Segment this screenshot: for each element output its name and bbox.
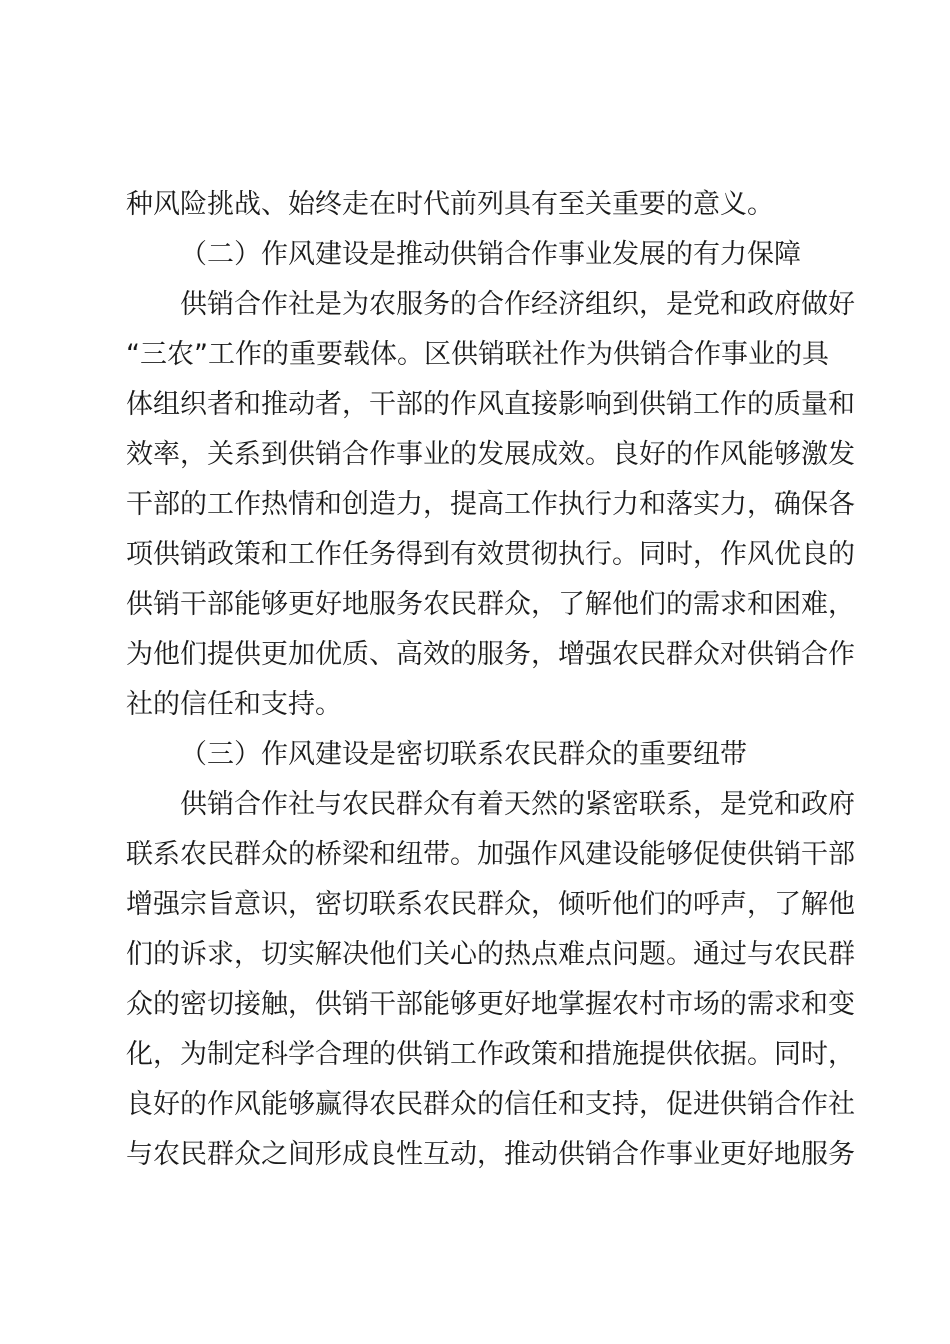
text-line: 干部的工作热情和创造力，提高工作执行力和落实力，确保各 [126, 489, 855, 520]
text-line: 良好的作风能够赢得农民群众的信任和支持，促进供销合作社 [126, 1089, 855, 1120]
text-line: 项供销政策和工作任务得到有效贯彻执行。同时，作风优良的 [126, 539, 855, 570]
paragraph-start: 供销合作社是为农服务的合作经济组织，是党和政府做好 [180, 289, 855, 320]
text-line: 与农民群众之间形成良性互动，推动供销合作事业更好地服务 [126, 1139, 855, 1170]
text-line: 联系农民群众的桥梁和纽带。加强作风建设能够促使供销干部 [126, 839, 855, 870]
paragraph-start: 供销合作社与农民群众有着天然的紧密联系，是党和政府 [180, 789, 855, 820]
text-line: 种风险挑战、始终走在时代前列具有至关重要的意义。 [126, 189, 774, 220]
text-line: 增强宗旨意识，密切联系农民群众，倾听他们的呼声，了解他 [126, 889, 855, 920]
text-line: 化，为制定科学合理的供销工作政策和措施提供依据。同时， [126, 1039, 855, 1070]
text-line: 众的密切接触，供销干部能够更好地掌握农村市场的需求和变 [126, 989, 855, 1020]
section-heading-3: （三）作风建设是密切联系农民群众的重要纽带 [180, 739, 747, 770]
text-line: 为他们提供更加优质、高效的服务，增强农民群众对供销合作 [126, 639, 855, 670]
text-line: 供销干部能够更好地服务农民群众，了解他们的需求和困难， [126, 589, 855, 620]
text-line: 们的诉求，切实解决他们关心的热点难点问题。通过与农民群 [126, 939, 855, 970]
text-line: 效率，关系到供销合作事业的发展成效。良好的作风能够激发 [126, 439, 855, 470]
section-heading-2: （二）作风建设是推动供销合作事业发展的有力保障 [180, 239, 801, 270]
text-line: 体组织者和推动者，干部的作风直接影响到供销工作的质量和 [126, 389, 855, 420]
text-line: “三农”工作的重要载体。区供销联社作为供销合作事业的具 [126, 339, 829, 370]
text-line: 社的信任和支持。 [126, 689, 342, 720]
body-text [126, 180, 855, 1180]
